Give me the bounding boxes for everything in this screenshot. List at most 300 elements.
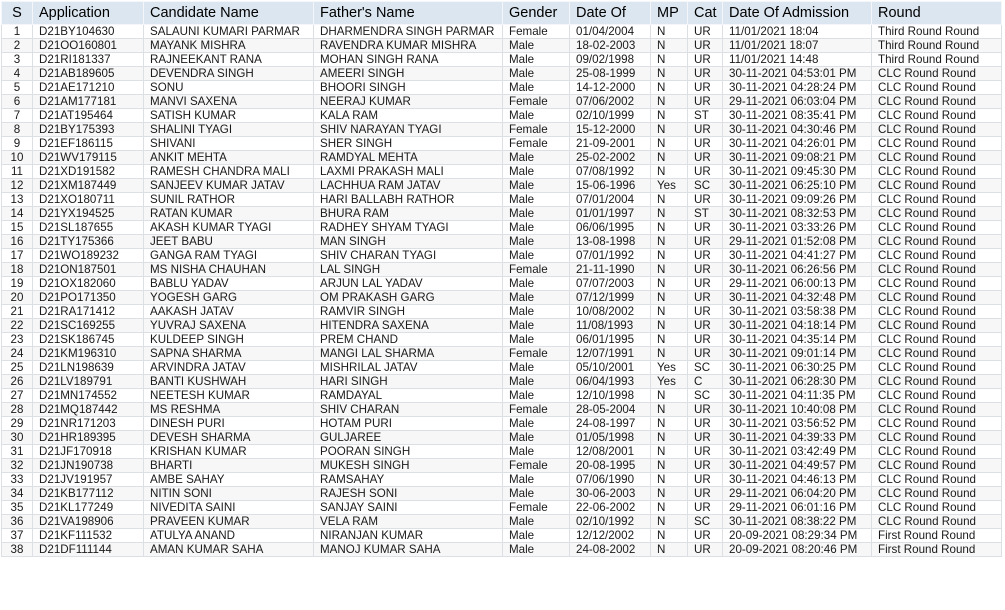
cell-fathers-name: GULJAREE xyxy=(314,431,503,445)
cell-sno: 18 xyxy=(2,263,33,277)
table-row[interactable] xyxy=(2,333,1002,347)
cell-date-of-admission: 30-11-2021 04:11:35 PM xyxy=(723,389,872,403)
cell-cat: SC xyxy=(688,361,723,375)
cell-cat: UR xyxy=(688,305,723,319)
table-row[interactable] xyxy=(2,53,1002,67)
cell-date-of-birth: 30-06-2003 xyxy=(570,487,651,501)
cell-date-of-birth: 01/04/2004 xyxy=(570,25,651,39)
cell-candidate-name: PRAVEEN KUMAR xyxy=(144,515,314,529)
cell-sno: 15 xyxy=(2,221,33,235)
cell-application: D21BY104630 xyxy=(33,25,144,39)
cell-date-of-birth: 02/10/1992 xyxy=(570,515,651,529)
cell-application: D21ON187501 xyxy=(33,263,144,277)
cell-application: D21HR189395 xyxy=(33,431,144,445)
cell-fathers-name: ARJUN LAL YADAV xyxy=(314,277,503,291)
cell-fathers-name: SANJAY SAINI xyxy=(314,501,503,515)
cell-sno: 4 xyxy=(2,67,33,81)
cell-date-of-birth: 25-08-1999 xyxy=(570,67,651,81)
cell-date-of-admission: 20-09-2021 08:29:34 PM xyxy=(723,529,872,543)
cell-date-of-birth: 18-02-2003 xyxy=(570,39,651,53)
cell-cat: UR xyxy=(688,53,723,67)
admission-table xyxy=(1,1,1002,557)
cell-cat: ST xyxy=(688,207,723,221)
cell-round: CLC Round Round xyxy=(872,207,1002,221)
cell-round: CLC Round Round xyxy=(872,389,1002,403)
table-row[interactable] xyxy=(2,431,1002,445)
table-row[interactable] xyxy=(2,179,1002,193)
cell-candidate-name: AMAN KUMAR SAHA xyxy=(144,543,314,557)
table-row[interactable] xyxy=(2,67,1002,81)
table-row[interactable] xyxy=(2,95,1002,109)
cell-date-of-admission: 30-11-2021 10:40:08 PM xyxy=(723,403,872,417)
cell-date-of-admission: 30-11-2021 04:49:57 PM xyxy=(723,459,872,473)
cell-date-of-birth: 06/06/1995 xyxy=(570,221,651,235)
cell-sno: 33 xyxy=(2,473,33,487)
cell-gender: Male xyxy=(503,305,570,319)
cell-candidate-name: MS NISHA CHAUHAN xyxy=(144,263,314,277)
cell-cat: UR xyxy=(688,529,723,543)
cell-mp: N xyxy=(651,81,688,95)
table-row[interactable] xyxy=(2,473,1002,487)
cell-date-of-admission: 29-11-2021 06:00:13 PM xyxy=(723,277,872,291)
table-row[interactable] xyxy=(2,361,1002,375)
cell-mp: N xyxy=(651,235,688,249)
table-row[interactable] xyxy=(2,543,1002,557)
cell-fathers-name: LAL SINGH xyxy=(314,263,503,277)
cell-application: D21AE171210 xyxy=(33,81,144,95)
cell-round: CLC Round Round xyxy=(872,67,1002,81)
cell-round: CLC Round Round xyxy=(872,235,1002,249)
cell-date-of-birth: 07/01/1992 xyxy=(570,249,651,263)
cell-date-of-admission: 30-11-2021 04:41:27 PM xyxy=(723,249,872,263)
cell-mp: N xyxy=(651,221,688,235)
table-row[interactable] xyxy=(2,81,1002,95)
cell-mp: N xyxy=(651,543,688,557)
cell-application: D21KL177249 xyxy=(33,501,144,515)
cell-sno: 24 xyxy=(2,347,33,361)
table-row[interactable] xyxy=(2,235,1002,249)
cell-gender: Male xyxy=(503,473,570,487)
cell-application: D21SC169255 xyxy=(33,319,144,333)
cell-fathers-name: POORAN SINGH xyxy=(314,445,503,459)
cell-date-of-admission: 30-11-2021 09:08:21 PM xyxy=(723,151,872,165)
cell-date-of-admission: 30-11-2021 04:32:48 PM xyxy=(723,291,872,305)
cell-cat: UR xyxy=(688,403,723,417)
cell-candidate-name: YOGESH GARG xyxy=(144,291,314,305)
cell-date-of-birth: 07/07/2003 xyxy=(570,277,651,291)
cell-candidate-name: SATISH KUMAR xyxy=(144,109,314,123)
cell-fathers-name: SHER SINGH xyxy=(314,137,503,151)
cell-date-of-birth: 01/05/1998 xyxy=(570,431,651,445)
cell-mp: N xyxy=(651,207,688,221)
cell-date-of-admission: 30-11-2021 08:38:22 PM xyxy=(723,515,872,529)
cell-fathers-name: NIRANJAN KUMAR xyxy=(314,529,503,543)
table-row[interactable] xyxy=(2,305,1002,319)
cell-mp: N xyxy=(651,333,688,347)
cell-cat: UR xyxy=(688,431,723,445)
cell-date-of-birth: 07/12/1999 xyxy=(570,291,651,305)
cell-candidate-name: SHIVANI xyxy=(144,137,314,151)
cell-date-of-admission: 30-11-2021 08:32:53 PM xyxy=(723,207,872,221)
cell-gender: Female xyxy=(503,501,570,515)
cell-date-of-admission: 29-11-2021 06:03:04 PM xyxy=(723,95,872,109)
cell-gender: Male xyxy=(503,151,570,165)
cell-gender: Male xyxy=(503,53,570,67)
cell-candidate-name: ARVINDRA JATAV xyxy=(144,361,314,375)
cell-sno: 9 xyxy=(2,137,33,151)
cell-round: CLC Round Round xyxy=(872,445,1002,459)
cell-sno: 22 xyxy=(2,319,33,333)
table-row[interactable] xyxy=(2,515,1002,529)
cell-cat: UR xyxy=(688,291,723,305)
cell-gender: Female xyxy=(503,459,570,473)
cell-mp: N xyxy=(651,501,688,515)
table-row[interactable] xyxy=(2,277,1002,291)
col-header-gender[interactable]: Gender xyxy=(503,2,570,25)
cell-application: D21BY175393 xyxy=(33,123,144,137)
cell-application: D21YX194525 xyxy=(33,207,144,221)
cell-mp: N xyxy=(651,389,688,403)
cell-date-of-admission: 30-11-2021 04:30:46 PM xyxy=(723,123,872,137)
cell-sno: 19 xyxy=(2,277,33,291)
cell-sno: 32 xyxy=(2,459,33,473)
cell-date-of-admission: 30-11-2021 03:56:52 PM xyxy=(723,417,872,431)
cell-gender: Male xyxy=(503,445,570,459)
cell-gender: Male xyxy=(503,291,570,305)
admission-list xyxy=(1,1,1002,557)
cell-application: D21DF111144 xyxy=(33,543,144,557)
cell-cat: UR xyxy=(688,473,723,487)
cell-mp: N xyxy=(651,305,688,319)
cell-gender: Male xyxy=(503,249,570,263)
cell-application: D21XO180711 xyxy=(33,193,144,207)
table-row[interactable] xyxy=(2,501,1002,515)
cell-mp: N xyxy=(651,319,688,333)
cell-sno: 7 xyxy=(2,109,33,123)
cell-cat: UR xyxy=(688,417,723,431)
cell-mp: N xyxy=(651,459,688,473)
cell-mp: N xyxy=(651,249,688,263)
cell-mp: Yes xyxy=(651,361,688,375)
cell-candidate-name: SANJEEV KUMAR JATAV xyxy=(144,179,314,193)
cell-candidate-name: DEVESH SHARMA xyxy=(144,431,314,445)
table-row[interactable] xyxy=(2,165,1002,179)
cell-sno: 36 xyxy=(2,515,33,529)
table-row[interactable] xyxy=(2,319,1002,333)
cell-mp: N xyxy=(651,515,688,529)
cell-candidate-name: AKASH KUMAR TYAGI xyxy=(144,221,314,235)
cell-mp: N xyxy=(651,165,688,179)
cell-gender: Male xyxy=(503,221,570,235)
cell-gender: Male xyxy=(503,109,570,123)
cell-application: D21EF186115 xyxy=(33,137,144,151)
cell-mp: N xyxy=(651,277,688,291)
cell-mp: N xyxy=(651,67,688,81)
cell-fathers-name: NEERAJ KUMAR xyxy=(314,95,503,109)
cell-sno: 3 xyxy=(2,53,33,67)
cell-date-of-admission: 30-11-2021 09:45:30 PM xyxy=(723,165,872,179)
cell-cat: UR xyxy=(688,445,723,459)
col-header-application[interactable]: Application xyxy=(33,2,144,25)
table-row[interactable] xyxy=(2,137,1002,151)
col-header-date-of-admission[interactable]: Date Of Admission xyxy=(723,2,872,25)
cell-gender: Male xyxy=(503,431,570,445)
table-row[interactable] xyxy=(2,445,1002,459)
cell-round: CLC Round Round xyxy=(872,515,1002,529)
cell-round: CLC Round Round xyxy=(872,417,1002,431)
cell-application: D21RA171412 xyxy=(33,305,144,319)
cell-sno: 5 xyxy=(2,81,33,95)
cell-gender: Male xyxy=(503,361,570,375)
cell-round: CLC Round Round xyxy=(872,263,1002,277)
cell-candidate-name: DEVENDRA SINGH xyxy=(144,67,314,81)
col-header-sno[interactable]: S xyxy=(2,2,33,25)
cell-gender: Female xyxy=(503,263,570,277)
cell-date-of-admission: 30-11-2021 09:01:14 PM xyxy=(723,347,872,361)
table-row[interactable] xyxy=(2,25,1002,39)
col-header-cat[interactable]: Cat xyxy=(688,2,723,25)
cell-date-of-birth: 20-08-1995 xyxy=(570,459,651,473)
cell-candidate-name: SAPNA SHARMA xyxy=(144,347,314,361)
cell-application: D21XM187449 xyxy=(33,179,144,193)
cell-date-of-admission: 30-11-2021 04:18:14 PM xyxy=(723,319,872,333)
cell-candidate-name: SHALINI TYAGI xyxy=(144,123,314,137)
cell-cat: UR xyxy=(688,95,723,109)
cell-round: CLC Round Round xyxy=(872,473,1002,487)
cell-date-of-birth: 25-02-2002 xyxy=(570,151,651,165)
cell-application: D21JV191957 xyxy=(33,473,144,487)
cell-fathers-name: RAMDAYAL xyxy=(314,389,503,403)
cell-mp: N xyxy=(651,431,688,445)
cell-sno: 16 xyxy=(2,235,33,249)
cell-gender: Female xyxy=(503,95,570,109)
col-header-fathers-name[interactable]: Father's Name xyxy=(314,2,503,25)
cell-candidate-name: SUNIL RATHOR xyxy=(144,193,314,207)
col-header-candidate-name[interactable]: Candidate Name xyxy=(144,2,314,25)
col-header-mp[interactable]: MP xyxy=(651,2,688,25)
cell-date-of-admission: 30-11-2021 04:53:01 PM xyxy=(723,67,872,81)
cell-date-of-admission: 30-11-2021 04:35:14 PM xyxy=(723,333,872,347)
cell-gender: Male xyxy=(503,235,570,249)
cell-application: D21SL187655 xyxy=(33,221,144,235)
cell-date-of-admission: 30-11-2021 04:46:13 PM xyxy=(723,473,872,487)
cell-fathers-name: RAMVIR SINGH xyxy=(314,305,503,319)
cell-fathers-name: SHIV CHARAN xyxy=(314,403,503,417)
cell-date-of-admission: 29-11-2021 01:52:08 PM xyxy=(723,235,872,249)
cell-fathers-name: AMEERI SINGH xyxy=(314,67,503,81)
table-row[interactable] xyxy=(2,109,1002,123)
cell-date-of-admission: 30-11-2021 04:39:33 PM xyxy=(723,431,872,445)
cell-application: D21WV179115 xyxy=(33,151,144,165)
cell-mp: N xyxy=(651,445,688,459)
cell-gender: Male xyxy=(503,39,570,53)
cell-gender: Male xyxy=(503,375,570,389)
cell-cat: SC xyxy=(688,179,723,193)
cell-fathers-name: SHIV CHARAN TYAGI xyxy=(314,249,503,263)
cell-cat: UR xyxy=(688,39,723,53)
table-row[interactable] xyxy=(2,403,1002,417)
table-row[interactable] xyxy=(2,221,1002,235)
cell-cat: UR xyxy=(688,165,723,179)
cell-date-of-birth: 07/06/1990 xyxy=(570,473,651,487)
table-row[interactable] xyxy=(2,39,1002,53)
cell-application: D21RI181337 xyxy=(33,53,144,67)
cell-date-of-birth: 22-06-2002 xyxy=(570,501,651,515)
cell-round: CLC Round Round xyxy=(872,137,1002,151)
cell-application: D21OO160801 xyxy=(33,39,144,53)
cell-date-of-birth: 24-08-2002 xyxy=(570,543,651,557)
cell-candidate-name: SALAUNI KUMARI PARMAR xyxy=(144,25,314,39)
cell-gender: Male xyxy=(503,81,570,95)
cell-gender: Male xyxy=(503,277,570,291)
cell-mp: N xyxy=(651,291,688,305)
cell-sno: 38 xyxy=(2,543,33,557)
cell-gender: Male xyxy=(503,417,570,431)
cell-date-of-admission: 30-11-2021 06:30:25 PM xyxy=(723,361,872,375)
cell-fathers-name: SHIV NARAYAN TYAGI xyxy=(314,123,503,137)
cell-gender: Male xyxy=(503,487,570,501)
table-row[interactable] xyxy=(2,207,1002,221)
cell-candidate-name: ATULYA ANAND xyxy=(144,529,314,543)
cell-date-of-admission: 30-11-2021 06:26:56 PM xyxy=(723,263,872,277)
table-row[interactable] xyxy=(2,123,1002,137)
cell-mp: N xyxy=(651,39,688,53)
cell-sno: 25 xyxy=(2,361,33,375)
cell-candidate-name: NITIN SONI xyxy=(144,487,314,501)
table-row[interactable] xyxy=(2,389,1002,403)
cell-sno: 29 xyxy=(2,417,33,431)
cell-gender: Male xyxy=(503,319,570,333)
col-header-date-of[interactable]: Date Of xyxy=(570,2,651,25)
cell-mp: N xyxy=(651,193,688,207)
cell-date-of-admission: 29-11-2021 06:01:16 PM xyxy=(723,501,872,515)
cell-fathers-name: HARI SINGH xyxy=(314,375,503,389)
cell-cat: UR xyxy=(688,347,723,361)
table-row[interactable] xyxy=(2,249,1002,263)
cell-date-of-birth: 07/01/2004 xyxy=(570,193,651,207)
cell-round: CLC Round Round xyxy=(872,403,1002,417)
cell-fathers-name: KALA RAM xyxy=(314,109,503,123)
cell-cat: UR xyxy=(688,459,723,473)
cell-round: CLC Round Round xyxy=(872,431,1002,445)
cell-candidate-name: ANKIT MEHTA xyxy=(144,151,314,165)
cell-cat: UR xyxy=(688,333,723,347)
cell-date-of-admission: 30-11-2021 03:58:38 PM xyxy=(723,305,872,319)
cell-date-of-admission: 29-11-2021 06:04:20 PM xyxy=(723,487,872,501)
cell-gender: Male xyxy=(503,333,570,347)
cell-application: D21KM196310 xyxy=(33,347,144,361)
cell-cat: UR xyxy=(688,25,723,39)
cell-candidate-name: NEETESH KUMAR xyxy=(144,389,314,403)
cell-cat: UR xyxy=(688,235,723,249)
table-row[interactable] xyxy=(2,347,1002,361)
cell-gender: Female xyxy=(503,347,570,361)
header-row xyxy=(2,2,1002,25)
table-row[interactable] xyxy=(2,291,1002,305)
cell-sno: 8 xyxy=(2,123,33,137)
table-body xyxy=(2,25,1002,557)
cell-gender: Female xyxy=(503,137,570,151)
cell-fathers-name: HOTAM PURI xyxy=(314,417,503,431)
table-row[interactable] xyxy=(2,193,1002,207)
cell-date-of-admission: 11/01/2021 18:04 xyxy=(723,25,872,39)
table-row[interactable] xyxy=(2,459,1002,473)
cell-application: D21AT195464 xyxy=(33,109,144,123)
cell-gender: Male xyxy=(503,515,570,529)
table-row[interactable] xyxy=(2,151,1002,165)
cell-date-of-birth: 07/06/2002 xyxy=(570,95,651,109)
cell-candidate-name: AMBE SAHAY xyxy=(144,473,314,487)
cell-application: D21MN174552 xyxy=(33,389,144,403)
cell-gender: Male xyxy=(503,179,570,193)
cell-candidate-name: MAYANK MISHRA xyxy=(144,39,314,53)
cell-date-of-admission: 11/01/2021 18:07 xyxy=(723,39,872,53)
cell-round: Third Round Round xyxy=(872,53,1002,67)
cell-cat: UR xyxy=(688,487,723,501)
cell-cat: UR xyxy=(688,151,723,165)
cell-mp: Yes xyxy=(651,179,688,193)
cell-round: CLC Round Round xyxy=(872,151,1002,165)
cell-round: CLC Round Round xyxy=(872,221,1002,235)
table-row[interactable] xyxy=(2,375,1002,389)
cell-mp: N xyxy=(651,137,688,151)
cell-fathers-name: DHARMENDRA SINGH PARMAR xyxy=(314,25,503,39)
cell-date-of-birth: 24-08-1997 xyxy=(570,417,651,431)
cell-cat: UR xyxy=(688,277,723,291)
cell-date-of-birth: 09/02/1998 xyxy=(570,53,651,67)
cell-fathers-name: MANGI LAL SHARMA xyxy=(314,347,503,361)
table-row[interactable] xyxy=(2,417,1002,431)
cell-application: D21MQ187442 xyxy=(33,403,144,417)
col-header-round[interactable]: Round xyxy=(872,2,1002,25)
cell-date-of-admission: 20-09-2021 08:20:46 PM xyxy=(723,543,872,557)
table-row[interactable] xyxy=(2,487,1002,501)
cell-cat: UR xyxy=(688,249,723,263)
cell-fathers-name: HITENDRA SAXENA xyxy=(314,319,503,333)
cell-application: D21LN198639 xyxy=(33,361,144,375)
cell-candidate-name: GANGA RAM TYAGI xyxy=(144,249,314,263)
cell-fathers-name: RAMDYAL MEHTA xyxy=(314,151,503,165)
cell-fathers-name: OM PRAKASH GARG xyxy=(314,291,503,305)
cell-sno: 35 xyxy=(2,501,33,515)
cell-candidate-name: BABLU YADAV xyxy=(144,277,314,291)
cell-date-of-birth: 28-05-2004 xyxy=(570,403,651,417)
cell-fathers-name: RADHEY SHYAM TYAGI xyxy=(314,221,503,235)
cell-mp: N xyxy=(651,347,688,361)
cell-fathers-name: MUKESH SINGH xyxy=(314,459,503,473)
cell-round: CLC Round Round xyxy=(872,487,1002,501)
cell-cat: UR xyxy=(688,67,723,81)
cell-date-of-birth: 06/01/1995 xyxy=(570,333,651,347)
cell-round: Third Round Round xyxy=(872,25,1002,39)
cell-cat: UR xyxy=(688,137,723,151)
cell-mp: Yes xyxy=(651,375,688,389)
cell-mp: N xyxy=(651,95,688,109)
cell-application: D21LV189791 xyxy=(33,375,144,389)
cell-round: CLC Round Round xyxy=(872,501,1002,515)
cell-application: D21VA198906 xyxy=(33,515,144,529)
cell-cat: UR xyxy=(688,221,723,235)
cell-application: D21KB177112 xyxy=(33,487,144,501)
cell-date-of-admission: 30-11-2021 09:09:26 PM xyxy=(723,193,872,207)
cell-fathers-name: PREM CHAND xyxy=(314,333,503,347)
cell-cat: ST xyxy=(688,109,723,123)
cell-date-of-admission: 30-11-2021 04:28:24 PM xyxy=(723,81,872,95)
table-row[interactable] xyxy=(2,263,1002,277)
cell-gender: Male xyxy=(503,207,570,221)
table-row[interactable] xyxy=(2,529,1002,543)
cell-gender: Male xyxy=(503,67,570,81)
